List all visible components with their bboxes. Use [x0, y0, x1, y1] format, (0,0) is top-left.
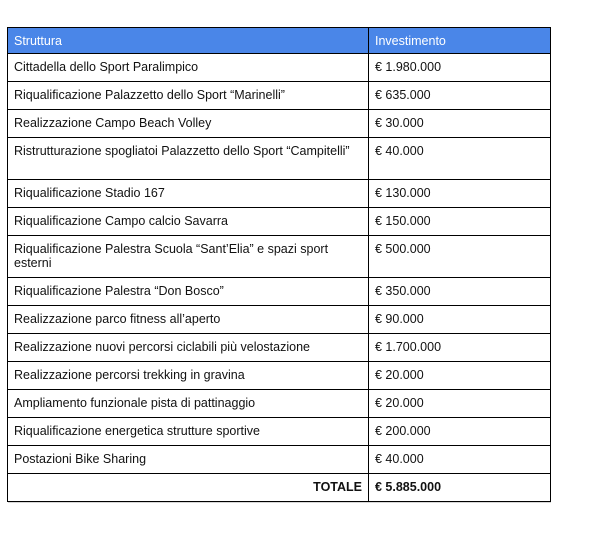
- row-name: Realizzazione parco fitness all’aperto: [8, 306, 369, 334]
- row-value: € 1.980.000: [369, 54, 551, 82]
- total-label: TOTALE: [8, 474, 369, 502]
- header-investimento: Investimento: [369, 28, 551, 54]
- table-row: [8, 334, 551, 362]
- table-row: [8, 208, 551, 236]
- table-row: [8, 306, 551, 334]
- table-row: [8, 278, 551, 306]
- row-value: € 350.000: [369, 278, 551, 306]
- table-row: [8, 362, 551, 390]
- row-name: Riqualificazione Stadio 167: [8, 180, 369, 208]
- total-value: € 5.885.000: [369, 474, 551, 502]
- row-value: € 40.000: [369, 138, 551, 180]
- table-header-row: [8, 28, 551, 54]
- row-value: € 500.000: [369, 236, 551, 278]
- row-value: € 30.000: [369, 110, 551, 138]
- row-name: Postazioni Bike Sharing: [8, 446, 369, 474]
- row-value: € 200.000: [369, 418, 551, 446]
- row-value: € 1.700.000: [369, 334, 551, 362]
- investment-table-container: [7, 27, 550, 502]
- header-struttura: Struttura: [8, 28, 369, 54]
- table-row: [8, 446, 551, 474]
- row-name: Riqualificazione Palestra “Don Bosco”: [8, 278, 369, 306]
- row-name: Realizzazione Campo Beach Volley: [8, 110, 369, 138]
- row-name: Cittadella dello Sport Paralimpico: [8, 54, 369, 82]
- row-value: € 20.000: [369, 390, 551, 418]
- table-row: [8, 110, 551, 138]
- row-value: € 150.000: [369, 208, 551, 236]
- row-name: Riqualificazione Palestra Scuola “Sant’Elia” e spazi sport esterni: [8, 236, 369, 278]
- row-value: € 20.000: [369, 362, 551, 390]
- row-name: Ristrutturazione spogliatoi Palazzetto dello Sport “Campitelli”: [8, 138, 369, 180]
- investment-table: [7, 27, 551, 502]
- row-name: Riqualificazione Campo calcio Savarra: [8, 208, 369, 236]
- table-row: [8, 180, 551, 208]
- row-name: Realizzazione percorsi trekking in gravina: [8, 362, 369, 390]
- row-name: Riqualificazione Palazzetto dello Sport “Marinelli”: [8, 82, 369, 110]
- row-name: Realizzazione nuovi percorsi ciclabili più velostazione: [8, 334, 369, 362]
- total-row: [8, 474, 551, 502]
- row-value: € 635.000: [369, 82, 551, 110]
- row-value: € 40.000: [369, 446, 551, 474]
- table-row: [8, 54, 551, 82]
- row-name: Riqualificazione energetica strutture sportive: [8, 418, 369, 446]
- table-row: [8, 138, 551, 180]
- table-row: [8, 236, 551, 278]
- table-row: [8, 390, 551, 418]
- row-value: € 90.000: [369, 306, 551, 334]
- row-value: € 130.000: [369, 180, 551, 208]
- table-row: [8, 418, 551, 446]
- table-row: [8, 82, 551, 110]
- row-name: Ampliamento funzionale pista di pattinaggio: [8, 390, 369, 418]
